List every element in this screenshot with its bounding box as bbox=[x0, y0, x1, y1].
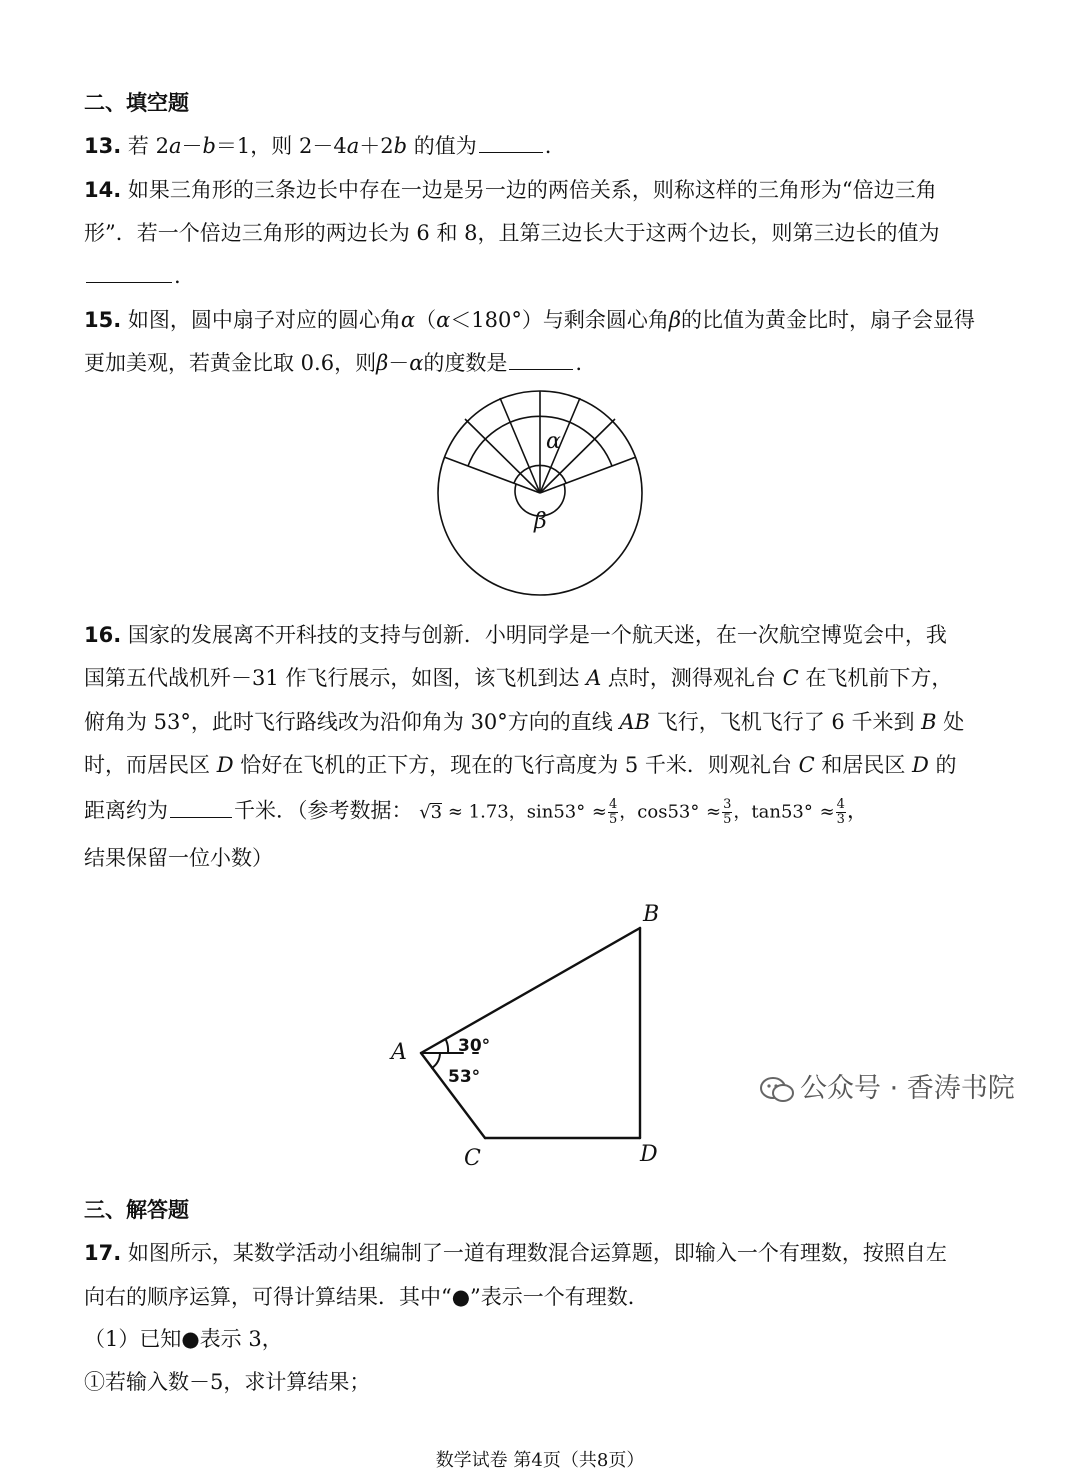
alpha-label: α bbox=[546, 429, 561, 454]
question-17-sub-1: ①若输入数－5，求计算结果； bbox=[84, 1370, 371, 1394]
question-16-line-6: 结果保留一位小数） bbox=[84, 846, 273, 870]
angle-53-arc bbox=[432, 1053, 440, 1068]
question-14-line-1: 14. 如果三角形的三条边长中存在一边是另一边的两倍关系，则称这样的三角形为“倍边三角 bbox=[84, 178, 937, 202]
question-number: 16. bbox=[84, 623, 122, 647]
answer-blank[interactable] bbox=[170, 816, 232, 818]
question-14-line-2: 形”．若一个倍边三角形的两边长为 6 和 8，且第三边长大于这两个边长，则第三边长的值为 bbox=[84, 221, 940, 245]
fan-edge-left bbox=[444, 457, 540, 493]
flight-path-figure bbox=[380, 895, 690, 1175]
question-17-line-2: 向右的顺序运算，可得计算结果．其中“●”表示一个有理数． bbox=[84, 1285, 649, 1309]
point-A-label: A bbox=[391, 1040, 407, 1065]
question-17-line-1: 17. 如图所示，某数学活动小组编制了一道有理数混合运算题，即输入一个有理数，按照自左 bbox=[84, 1241, 947, 1265]
answer-blank[interactable] bbox=[479, 151, 543, 153]
fan-rib bbox=[465, 419, 540, 493]
fan-edge-right bbox=[540, 457, 636, 493]
question-number: 14. bbox=[84, 178, 122, 202]
question-15-line-2: 更加美观，若黄金比取 0.6，则β－α的度数是 . bbox=[84, 351, 583, 375]
point-B-label: B bbox=[643, 902, 660, 927]
question-13: 13. 若 2a－b＝1，则 2－4a＋2b 的值为 . bbox=[84, 134, 552, 158]
answer-blank[interactable] bbox=[86, 281, 172, 283]
angle-30-label: 30° bbox=[458, 1036, 491, 1056]
fan-rib bbox=[500, 398, 540, 493]
wechat-icon bbox=[760, 1076, 794, 1104]
segment-AC bbox=[421, 1053, 485, 1138]
wechat-watermark: 公众号 · 香涛书院 bbox=[760, 1066, 1015, 1105]
answer-blank[interactable] bbox=[509, 368, 573, 370]
angle-53-label: 53° bbox=[448, 1067, 481, 1087]
question-number: 13. bbox=[84, 134, 122, 158]
question-15-line-1: 15. 如图，圆中扇子对应的圆心角α（α＜180°）与剩余圆心角β的比值为黄金比时，扇子会显得 bbox=[84, 308, 975, 332]
question-16-line-4: 时，而居民区 D 恰好在飞机的正下方，现在的飞行高度为 5 千米．则观礼台 C 和居民区 D 的 bbox=[84, 753, 957, 777]
question-14-line-3: . bbox=[84, 266, 181, 287]
point-D-label: D bbox=[640, 1142, 658, 1167]
question-16-line-1: 16. 国家的发展离不开科技的支持与创新．小明同学是一个航天迷，在一次航空博览会中，我 bbox=[84, 623, 947, 647]
angle-30-arc bbox=[446, 1040, 448, 1053]
fraction-3-5: $\frac{3}{5}$ bbox=[723, 797, 732, 827]
section-heading-solve: 三、解答题 bbox=[84, 1198, 189, 1222]
page-footer: 数学试卷 第4页（共8页） bbox=[435, 1450, 645, 1471]
fraction-4-5: $\frac{4}{5}$ bbox=[609, 797, 618, 827]
beta-label: β bbox=[534, 509, 547, 534]
question-16-line-2: 国第五代战机歼－31 作飞行展示，如图，该飞机到达 A 点时，测得观礼台 C 在飞机前下方， bbox=[84, 666, 953, 690]
question-16-line-5: 距离约为 千米．（参考数据： √3 ≈ 1.73，sin53° ≈ $\frac{4}{5}$ ，cos53° ≈ $\frac{3}{5}$ ，tan53° ≈ $\frac{4}{3}$ ， bbox=[84, 797, 868, 827]
question-number: 15. bbox=[84, 308, 122, 332]
question-17-part-1: （1）已知●表示 3， bbox=[84, 1327, 283, 1351]
fraction-4-3: $\frac{4}{3}$ bbox=[836, 797, 845, 827]
question-16-line-3: 俯角为 53°，此时飞行路线改为沿仰角为 30°方向的直线 AB 飞行，飞机飞行了 6 千米到 B 处 bbox=[84, 710, 965, 734]
section-heading-fill-in: 二、填空题 bbox=[84, 91, 189, 115]
question-number: 17. bbox=[84, 1241, 122, 1265]
fan-circle-figure bbox=[430, 385, 650, 605]
segment-AB bbox=[421, 928, 640, 1053]
point-C-label: C bbox=[464, 1146, 481, 1171]
